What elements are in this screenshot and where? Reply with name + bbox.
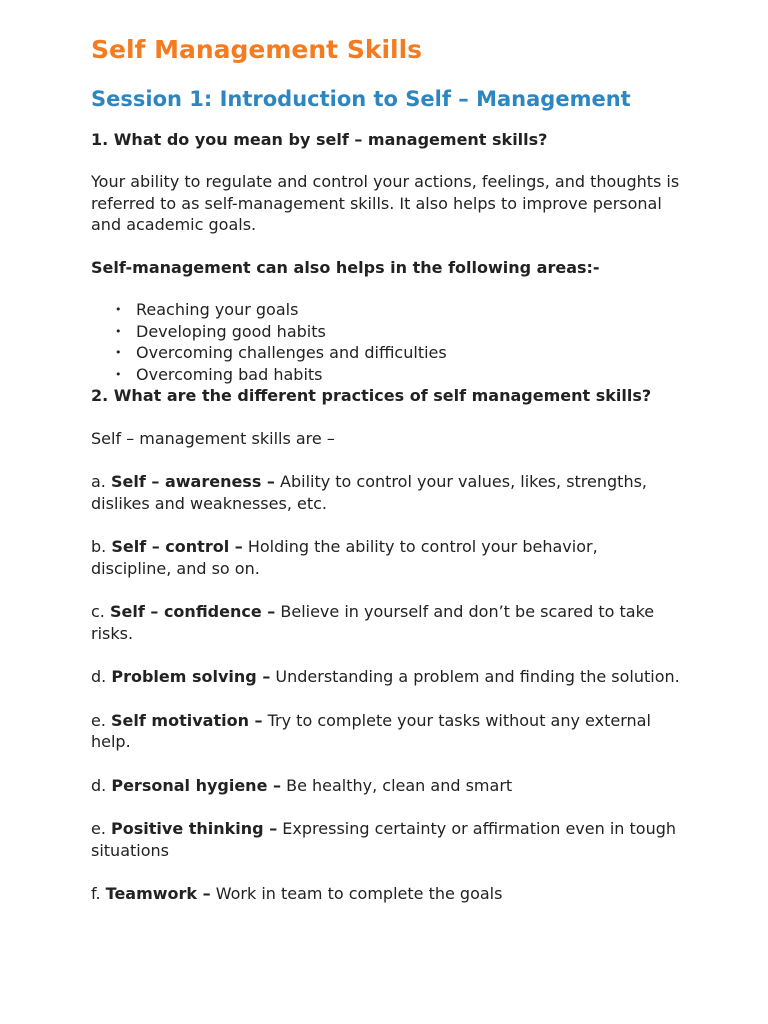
list-item: • Overcoming bad habits — [115, 364, 323, 384]
list-item: • Developing good habits — [115, 321, 326, 341]
practice-item: d. Personal hygiene – Be healthy, clean and smart — [91, 775, 513, 795]
practice-desc: Ability to control your values, likes, strengths, dislikes and weaknesses, etc. — [91, 472, 647, 513]
practices-intro: Self – management skills are – — [91, 428, 335, 448]
practice-term: Teamwork – — [105, 884, 211, 903]
areas-heading: Self-management can also helps in the following areas:- — [91, 257, 600, 277]
practice-item: e. Self motivation – Try to complete your tasks without any external help. — [91, 710, 651, 751]
practice-item: e. Positive thinking – Expressing certainty or affirmation even in tough situations — [91, 819, 677, 860]
practice-desc: Work in team to complete the goals — [215, 884, 503, 903]
practice-desc: Believe in yourself and don’t be scared to take risks. — [91, 602, 655, 643]
areas-list — [91, 299, 680, 385]
practice-item: a. Self – awareness – Ability to control your values, likes, strengths, dislikes and weaknesses, etc. — [91, 472, 647, 513]
question-1: 1. What do you mean by self – management skills? — [91, 130, 548, 149]
list-item: • Overcoming challenges and difficulties — [115, 343, 447, 362]
bullet-icon: • — [115, 324, 122, 338]
bullet-icon: • — [115, 367, 122, 381]
bullet-icon: • — [115, 303, 122, 316]
practice-term: Self – awareness – — [110, 472, 275, 491]
practice-item: f. Teamwork – Work in team to complete the goals — [91, 884, 503, 903]
question-2: 2. What are the different practices of self management skills? — [91, 386, 652, 405]
practice-term: Positive thinking – — [111, 819, 278, 838]
practice-desc: Holding the ability to control your behavior, discipline, and so on. — [91, 537, 598, 578]
bullet-icon: • — [115, 346, 122, 359]
practice-desc: Be healthy, clean and smart — [286, 775, 513, 795]
practice-desc: Try to complete your tasks without any external help. — [91, 710, 651, 751]
page-title: Self Management Skills — [91, 35, 423, 64]
practice-term: Self – control – — [111, 537, 243, 556]
practice-desc: Understanding a problem and finding the solution. — [275, 667, 680, 686]
session-heading: Session 1: Introduction to Self – Management — [91, 87, 631, 111]
practice-item: d. Problem solving – Understanding a problem and finding the solution. — [91, 667, 680, 686]
practice-item: b. Self – control – Holding the ability to control your behavior, discipline, and so on. — [91, 537, 598, 578]
answer-1: Your ability to regulate and control your actions, feelings, and thoughts is referred to as self-management skills. It also helps to improve personal and academic goals. — [91, 172, 680, 234]
practice-desc: Expressing certainty or affirmation even in tough situations — [91, 819, 677, 860]
practice-term: Problem solving – — [111, 667, 271, 686]
practice-term: Personal hygiene – — [111, 775, 281, 795]
practice-term: Self – confidence – — [109, 602, 276, 621]
practice-term: Self motivation – — [111, 710, 263, 730]
list-item: • Reaching your goals — [115, 300, 299, 319]
practice-item: c. Self – confidence – Believe in yourself and don’t be scared to take risks. — [91, 602, 655, 643]
